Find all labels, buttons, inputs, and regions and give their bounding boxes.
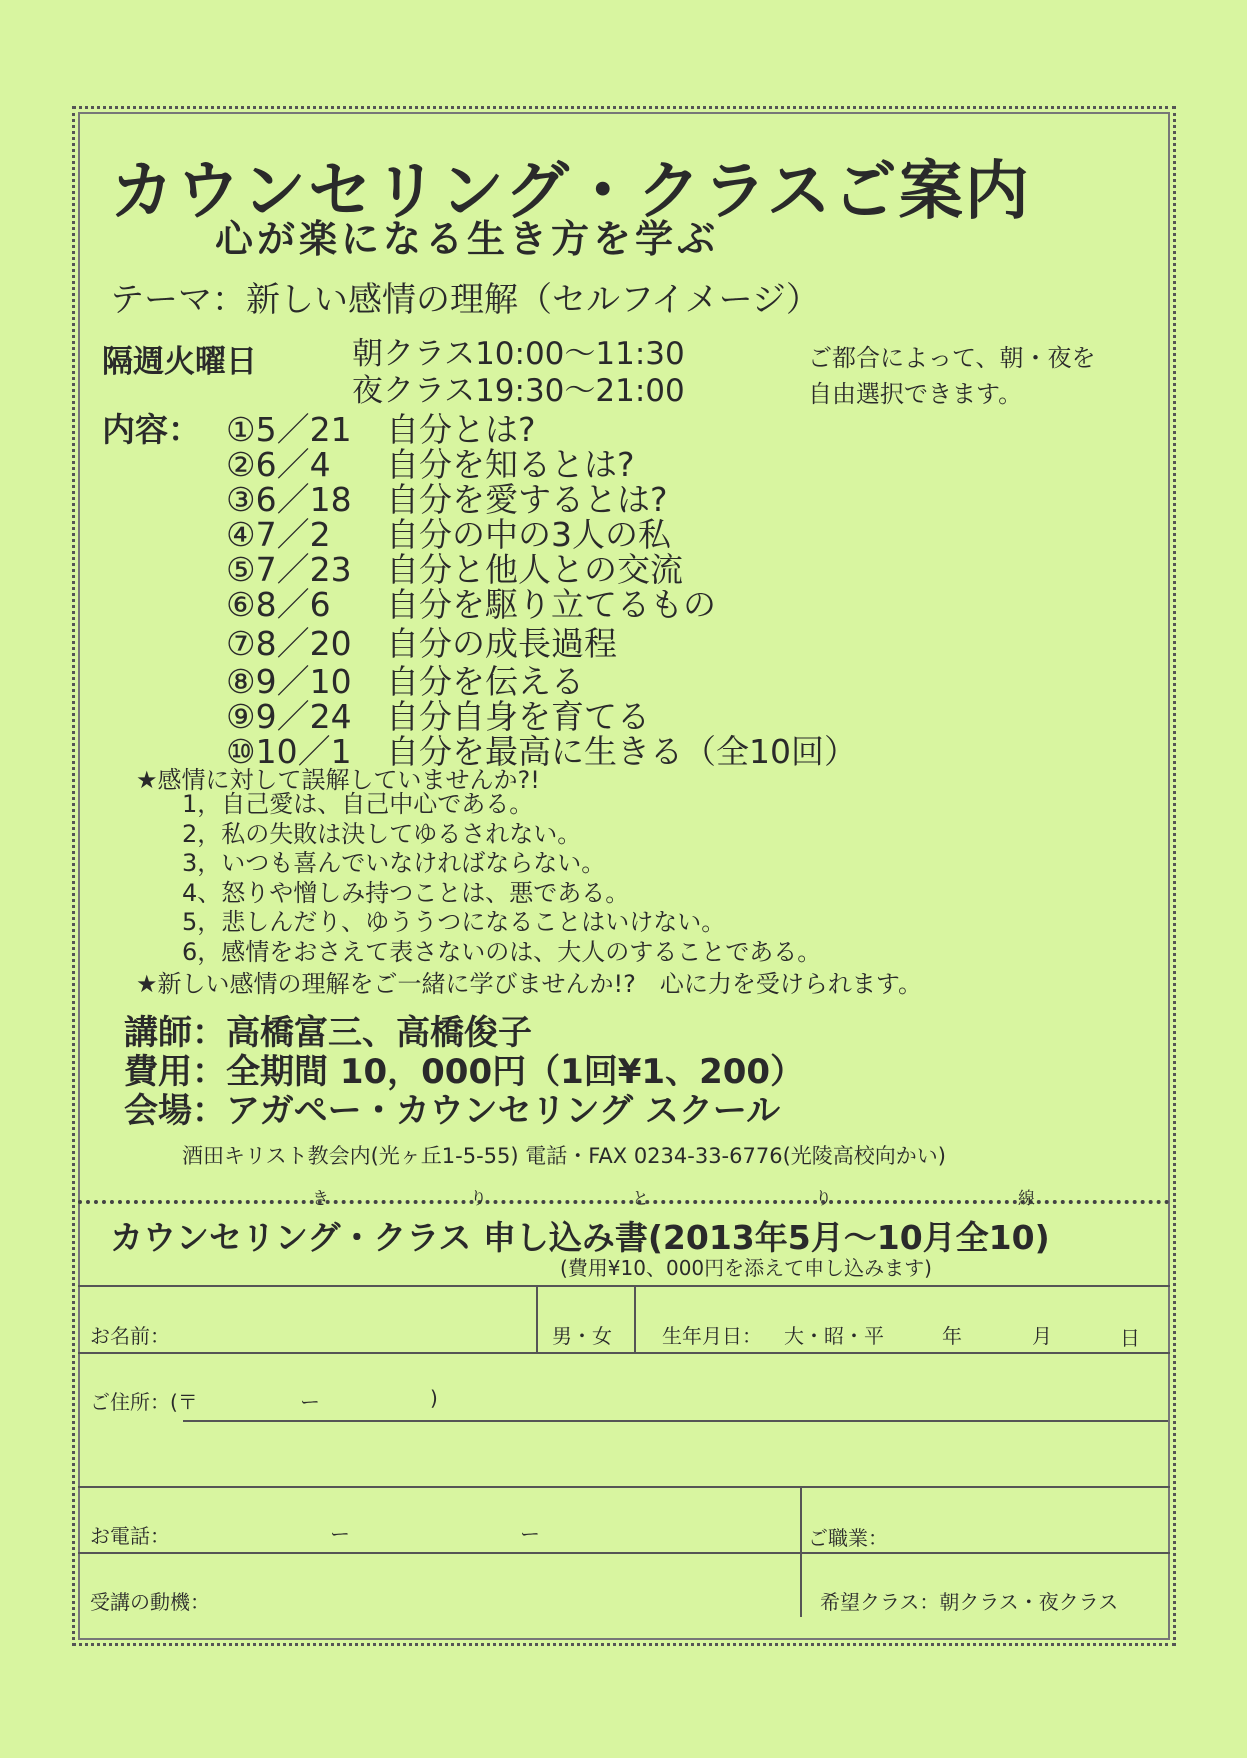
morning-class-time: 朝クラス10:00〜11:30 [352,336,685,372]
phone-dash: ー [520,1522,540,1546]
day-label: 日 [1120,1326,1140,1350]
lesson-title: 自分の成長過程 [386,624,617,663]
fee: 費用：全期間 10，000円（1回¥1、200） [124,1052,805,1092]
occupation-label: ご職業： [808,1526,888,1550]
month-label: 月 [1032,1324,1052,1348]
form-divider [634,1285,636,1352]
misconceptions-heading: ★感情に対して誤解していませんか?! [136,766,540,794]
theme-line: テーマ：新しい感情の理解（セルフイメージ） [110,280,820,320]
postal-close: ) [430,1386,438,1410]
lesson-date: ⑥8／6 [226,585,331,624]
class-choice[interactable]: 希望クラス：朝クラス・夜クラス [820,1590,1119,1614]
contents-label: 内容： [102,410,201,449]
lesson-date: ⑨9／24 [226,697,352,736]
list-item: 2，私の失敗は決してゆるされない。 [182,819,582,848]
form-divider [78,1486,1170,1488]
invitation-line: ★新しい感情の理解をご一緒に学びませんか!? 心に力を受けられます。 [136,970,922,998]
motive-label: 受講の動機： [90,1590,210,1614]
address-underline [183,1420,1168,1422]
venue: 会場：アガペー・カウンセリング スクール [124,1091,781,1131]
schedule-note-line1: ご都合によって、朝・夜を [808,344,1096,372]
gender-choice[interactable]: 男・女 [552,1324,612,1348]
phone-dash: ー [330,1522,350,1546]
lesson-title: 自分を伝える [386,662,584,701]
lesson-date: ⑧9／10 [226,662,352,701]
lesson-title: 自分を愛するとは? [386,480,668,519]
lesson-title: 自分の中の3人の私 [386,515,671,554]
misconceptions-list [182,790,821,967]
lesson-title: 自分と他人との交流 [386,550,683,589]
form-divider [800,1486,802,1617]
form-title: カウンセリング・クラス 申し込み書(2013年5月〜10月全10) [110,1218,1050,1257]
name-field[interactable] [150,1312,530,1346]
name-label: お名前： [90,1324,170,1348]
lesson-date: ⑤7／23 [226,550,352,589]
list-item: 3，いつも喜んでいなければならない。 [182,849,606,877]
form-divider [536,1285,538,1352]
schedule-label: 隔週火曜日 [102,344,257,380]
schedule-note-line2: 自由選択できます。 [808,380,1023,408]
cut-line-char: り [815,1189,832,1209]
lesson-title: 自分を知るとは? [386,445,635,484]
phone-label: お電話： [90,1524,170,1548]
form-divider [78,1552,1170,1554]
address-label: ご住所：(〒 [90,1390,198,1414]
course-info [124,1014,804,1131]
lesson-title: 自分を駆り立てるもの [386,585,716,624]
postal-dash: ー [300,1390,320,1414]
lesson-date: ②6／4 [226,445,331,484]
schedule-times [352,336,685,410]
instructors: 講師：高橋富三、高橋俊子 [124,1013,532,1053]
lesson-title: 自分を最高に生きる（全10回） [386,732,857,771]
cut-line-char: 線 [1018,1189,1035,1209]
birth-label: 生年月日： [662,1324,762,1348]
cut-line-char: と [632,1189,649,1209]
list-item: 1，自己愛は、自己中心である。 [182,790,534,818]
list-item: 6，感情をおさえて表さないのは、大人のすることである。 [182,937,822,966]
cut-line [78,1200,1170,1204]
form-divider [78,1352,1170,1354]
page-subtitle: 心が楽になる生き方を学ぶ [215,217,720,261]
birth-era-choice[interactable]: 大・昭・平 [784,1324,884,1348]
lesson-date: ③6／18 [226,480,352,519]
lesson-date: ⑦8／20 [226,624,352,663]
schedule-note [808,340,1096,412]
lesson-date: ⑩10／1 [226,732,352,771]
lesson-title: 自分とは? [386,410,536,449]
cut-line-char: り [470,1189,487,1209]
lesson-date: ①5／21 [226,410,352,449]
list-item: 4、怒りや憎しみ持つことは、悪である。 [182,878,630,907]
list-item: 5，悲しんだり、ゆううつになることはいけない。 [182,908,726,936]
cut-line-char: き [312,1189,329,1209]
page-title: カウンセリング・クラスご案内 [110,155,1031,229]
address-field[interactable] [183,1425,1168,1481]
form-subtitle: (費用¥10、000円を添えて申し込みます) [560,1256,932,1280]
evening-class-time: 夜クラス19:30〜21:00 [352,373,685,409]
lesson-title: 自分自身を育てる [386,697,650,736]
lesson-date: ④7／2 [226,515,331,554]
year-label: 年 [942,1324,962,1348]
venue-address: 酒田キリスト教会内(光ヶ丘1-5-55) 電話・FAX 0234-33-6776(光陵高校向かい) [182,1144,946,1168]
